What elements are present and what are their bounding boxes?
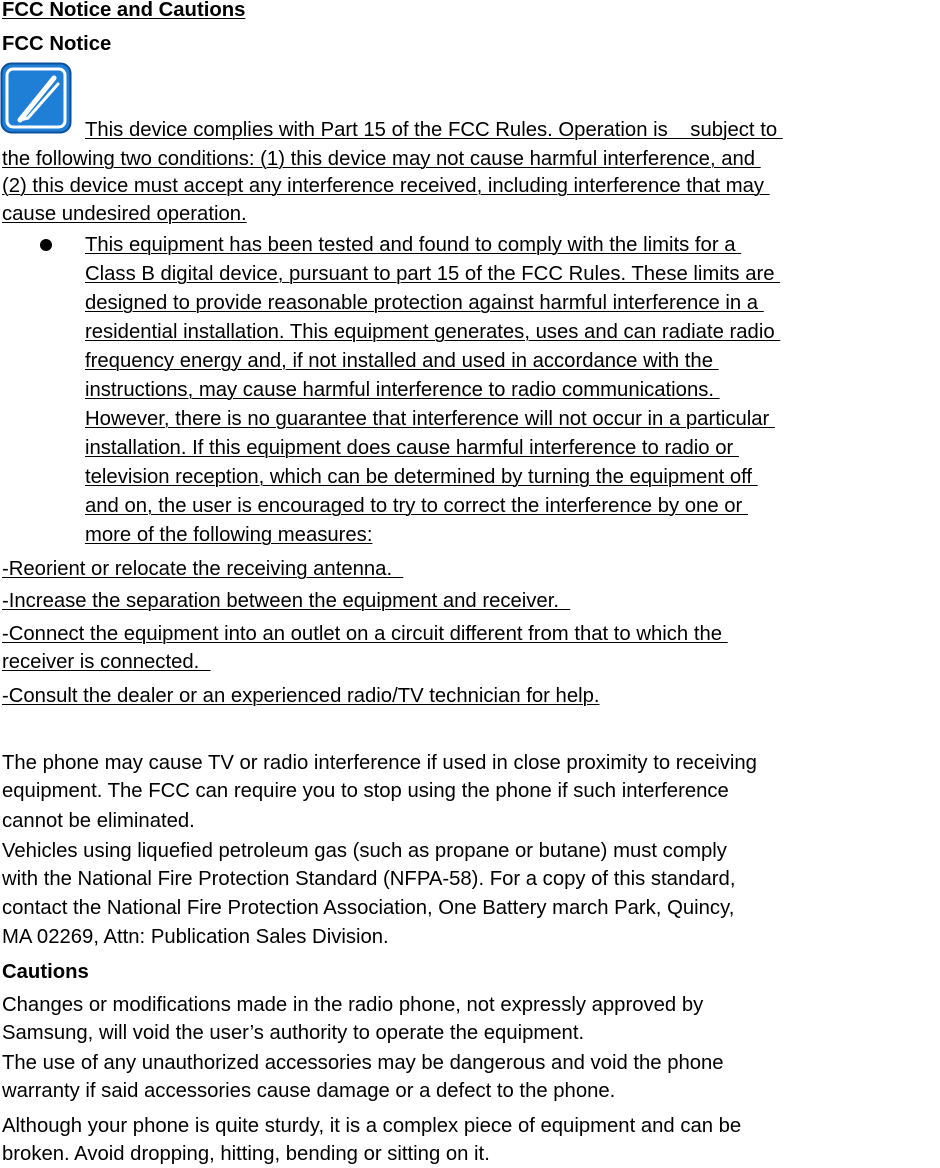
phone-paragraph-line: equipment. The FCC can require you to stop using the phone if such interference bbox=[2, 780, 729, 802]
fcc-notice-heading: FCC Notice bbox=[2, 33, 112, 55]
vehicle-paragraph-line: Vehicles using liquefied petroleum gas (such as propane or butane) must comply bbox=[2, 840, 727, 862]
vehicle-paragraph-line: MA 02269, Attn: Publication Sales Division. bbox=[2, 926, 389, 948]
cautions-line: The use of any unauthorized accessories may be dangerous and void the phone bbox=[2, 1052, 724, 1074]
bullet-line: more of the following measures: bbox=[85, 524, 373, 546]
compliance-line: (2) this device must accept any interference received, including interference that may bbox=[2, 175, 770, 197]
bullet-marker bbox=[40, 239, 52, 251]
vehicle-paragraph-line: with the National Fire Protection Standard (NFPA-58). For a copy of this standard, bbox=[2, 868, 736, 890]
measure-item: -Consult the dealer or an experienced radio/TV technician for help. bbox=[2, 685, 600, 707]
cautions-line: Although your phone is quite sturdy, it is a complex piece of equipment and can be bbox=[2, 1115, 742, 1137]
measure-item: receiver is connected. bbox=[2, 651, 211, 673]
bullet-line: This equipment has been tested and found to comply with the limits for a bbox=[85, 234, 742, 256]
compliance-line: the following two conditions: (1) this device may not cause harmful interference, and bbox=[2, 148, 761, 170]
measure-item: -Connect the equipment into an outlet on a circuit different from that to which the bbox=[2, 623, 728, 645]
bullet-line: television reception, which can be determined by turning the equipment off bbox=[85, 466, 758, 488]
phone-paragraph-line: cannot be eliminated. bbox=[2, 810, 195, 832]
bullet-line: and on, the user is encouraged to try to correct the interference by one or bbox=[85, 495, 748, 517]
measure-item: -Increase the separation between the equipment and receiver. bbox=[2, 590, 571, 612]
bullet-line: frequency energy and, if not installed and used in accordance with the bbox=[85, 350, 719, 372]
bullet-line: designed to provide reasonable protection against harmful interference in a bbox=[85, 292, 764, 314]
compliance-line: cause undesired operation. bbox=[2, 203, 247, 225]
document-title: FCC Notice and Cautions bbox=[2, 0, 246, 21]
cautions-line: warranty if said accessories cause damage or a defect to the phone. bbox=[2, 1080, 616, 1102]
cautions-line: Samsung, will void the user’s authority to operate the equipment. bbox=[2, 1022, 585, 1044]
cautions-line: broken. Avoid dropping, hitting, bending or sitting on it. bbox=[2, 1143, 490, 1165]
vehicle-paragraph-line: contact the National Fire Protection Association, One Battery march Park, Quincy, bbox=[2, 897, 735, 919]
bullet-line: installation. If this equipment does cause harmful interference to radio or bbox=[85, 437, 739, 459]
bullet-line: Class B digital device, pursuant to part 15 of the FCC Rules. These limits are bbox=[85, 263, 781, 285]
compliance-line: This device complies with Part 15 of the FCC Rules. Operation is subject to bbox=[85, 119, 783, 141]
measure-item: -Reorient or relocate the receiving antenna. bbox=[2, 558, 404, 580]
cautions-heading: Cautions bbox=[2, 961, 89, 983]
note-pencil-icon bbox=[0, 62, 72, 134]
cautions-line: Changes or modifications made in the radio phone, not expressly approved by bbox=[2, 994, 704, 1016]
bullet-line: residential installation. This equipment generates, uses and can radiate radio bbox=[85, 321, 781, 343]
bullet-line: However, there is no guarantee that interference will not occur in a particular bbox=[85, 408, 775, 430]
phone-paragraph-line: The phone may cause TV or radio interference if used in close proximity to receiving bbox=[2, 752, 757, 774]
bullet-line: instructions, may cause harmful interference to radio communications. bbox=[85, 379, 720, 401]
